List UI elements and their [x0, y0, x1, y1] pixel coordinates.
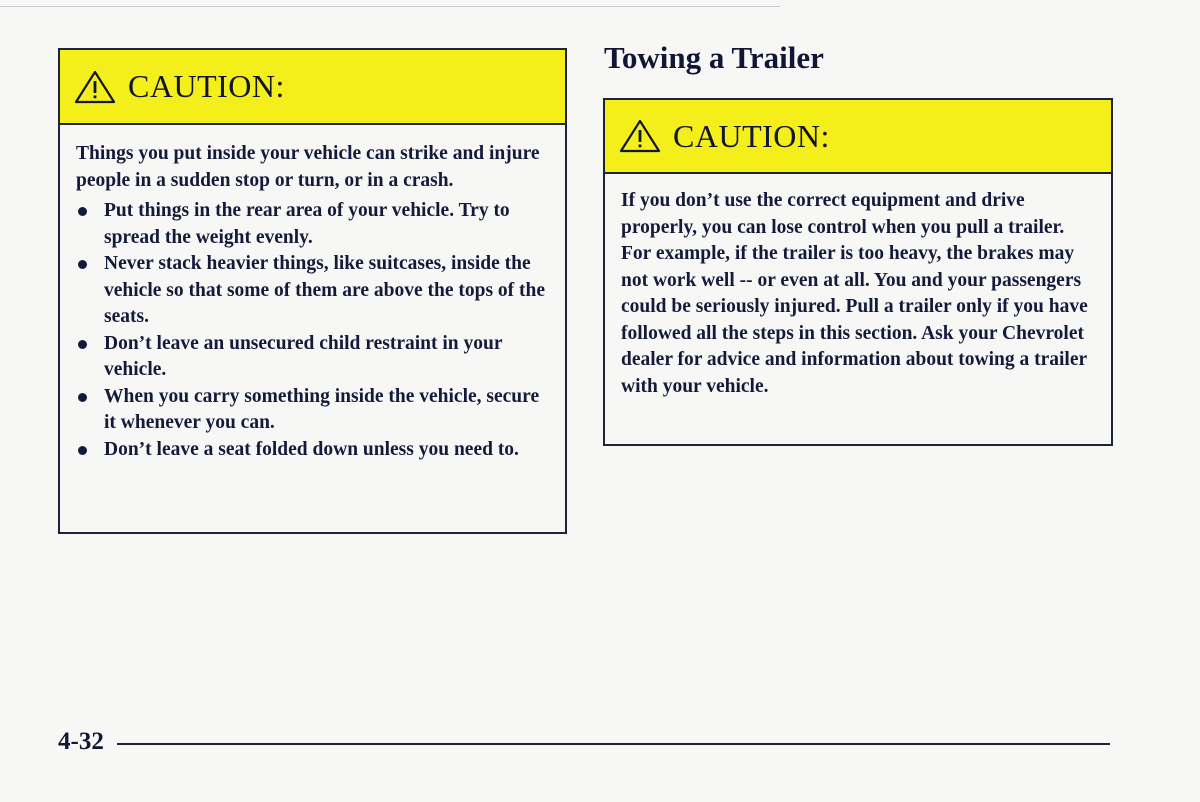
bullet-icon [78, 393, 87, 402]
bullet-icon [78, 260, 87, 269]
caution-intro: Things you put inside your vehicle can strike and injure people in a sudden stop or turn, or in a crash. [76, 143, 540, 191]
warning-triangle-icon [619, 119, 661, 153]
bullet-icon [78, 207, 87, 216]
caution-header [605, 100, 1111, 174]
caution-bullet-list [76, 198, 551, 463]
list-item: Don’t leave an unsecured child restraint in your vehicle. [76, 331, 551, 384]
bullet-icon [78, 446, 87, 455]
caution-title: CAUTION: [128, 68, 285, 104]
list-item: Never stack heavier things, like suitcases, inside the vehicle so that some of them are above the tops of the seats. [76, 251, 551, 331]
list-item: When you carry something inside the vehicle, secure it whenever you can. [76, 384, 551, 437]
caution-body [60, 125, 565, 463]
bullet-icon [78, 340, 87, 349]
caution-title: CAUTION: [673, 117, 830, 154]
page-number: 4-32 [58, 728, 104, 755]
footer-rule [117, 743, 1110, 745]
warning-triangle-icon [74, 70, 116, 104]
caution-box-towing [603, 98, 1113, 446]
caution-box-cargo [58, 48, 567, 534]
top-rule [0, 6, 780, 7]
caution-body: If you don’t use the correct equipment and drive properly, you can lose control when you pull a trailer. For example, if the trailer is too heavy, the brakes may not work well -- or even at all. You and your passengers could be seriously injured. Pull a trailer only if you have followed all the steps in this section. Ask your Chevrolet dealer for advice and information about towing a trailer with your vehicle. [621, 190, 1088, 397]
section-title: Towing a Trailer [604, 40, 824, 75]
list-item: Put things in the rear area of your vehicle. Try to spread the weight evenly. [76, 198, 551, 251]
caution-header [60, 50, 565, 125]
list-item: Don’t leave a seat folded down unless you need to. [76, 437, 551, 464]
